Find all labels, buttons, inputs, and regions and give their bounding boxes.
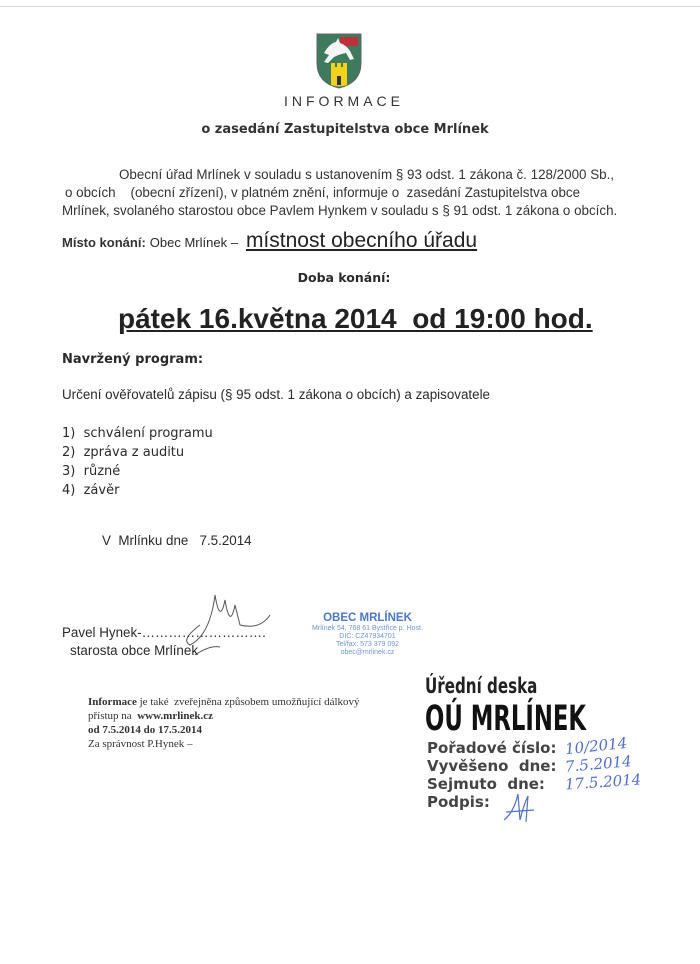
handwritten-signature-icon	[500, 790, 540, 826]
municipality-stamp	[300, 612, 435, 657]
notice-responsible: Za správnost P.Hynek –	[88, 738, 193, 750]
board-stamp-title: Úřední deska	[425, 674, 538, 698]
venue-row	[62, 229, 477, 253]
meeting-date: pátek 16.května 2014 od 19:00 hod.	[118, 303, 593, 334]
signature-role: starosta obce Mrlínek	[70, 643, 199, 658]
board-stamp-label: Pořadové číslo:	[427, 739, 557, 757]
coat-of-arms-icon	[316, 33, 362, 89]
stamp-line: Mrlínek 54, 768 61 Bystřice p. Host.	[312, 625, 423, 632]
venue-label: Místo konání:	[62, 235, 146, 250]
document-title: INFORMACE	[284, 93, 404, 109]
notice-bold: Informace	[88, 696, 137, 708]
notice-period: od 7.5.2014 do 17.5.2014	[88, 724, 202, 736]
stamp-line: Tel/fax: 573 379 092	[335, 641, 400, 648]
stamp-line: obec@mrlinek.cz	[340, 649, 395, 656]
program-heading: Navržený program:	[62, 352, 204, 367]
board-stamp-office: OÚ MRLÍNEK	[425, 699, 587, 739]
program-item: 4) závěr	[62, 483, 120, 498]
program-item: 1) schválení programu	[62, 426, 213, 441]
document-subtitle: o zasedání Zastupitelstva obce Mrlínek	[201, 122, 489, 137]
handwritten-posted-date: 7.5.2014	[564, 752, 633, 776]
stamp-title: OBEC MRLÍNEK	[323, 612, 412, 624]
board-stamp-label: Sejmuto dne:	[427, 775, 545, 793]
scan-edge-line	[0, 6, 700, 7]
intro-line: Mrlínek, svolaného starostou obce Pavlem Hynkem v souladu s § 91 odst. 1 zákona o obcích.	[62, 203, 618, 218]
program-intro: Určení ověřovatelů zápisu (§ 95 odst. 1 zákona o obcích) a zapisovatele	[62, 387, 491, 402]
notice-line	[88, 696, 360, 709]
notice-line	[88, 710, 213, 723]
venue-value: Obec Mrlínek –	[149, 235, 238, 250]
time-label: Doba konání:	[297, 270, 391, 285]
signature-line: Pavel Hynek-……………………….	[62, 625, 266, 640]
handwritten-removed-date: 17.5.2014	[564, 770, 642, 794]
website-link[interactable]: www.mrlinek.cz	[137, 710, 213, 722]
venue-place: místnost obecního úřadu	[245, 229, 478, 252]
board-stamp-label: Podpis:	[427, 793, 490, 811]
stamp-line: DIČ: CZ47934701	[339, 633, 396, 640]
board-stamp-label: Vyvěšeno dne:	[427, 757, 557, 775]
notice-text: je také zveřejněna způsobem umožňující dálkový	[136, 696, 360, 708]
place-date: V Mrlínku dne 7.5.2014	[102, 533, 252, 548]
program-item: 3) různé	[62, 464, 121, 479]
handwritten-number: 10/2014	[564, 733, 629, 759]
program-item: 2) zpráva z auditu	[62, 445, 185, 460]
intro-line: Obecní úřad Mrlínek v souladu s ustanovením § 93 odst. 1 zákona č. 128/2000 Sb.,	[119, 167, 615, 182]
notice-text: přístup na	[88, 710, 138, 722]
intro-line: o obcích (obecní zřízení), v platném znění, informuje o zasedání Zastupitelstva obce	[65, 185, 581, 200]
